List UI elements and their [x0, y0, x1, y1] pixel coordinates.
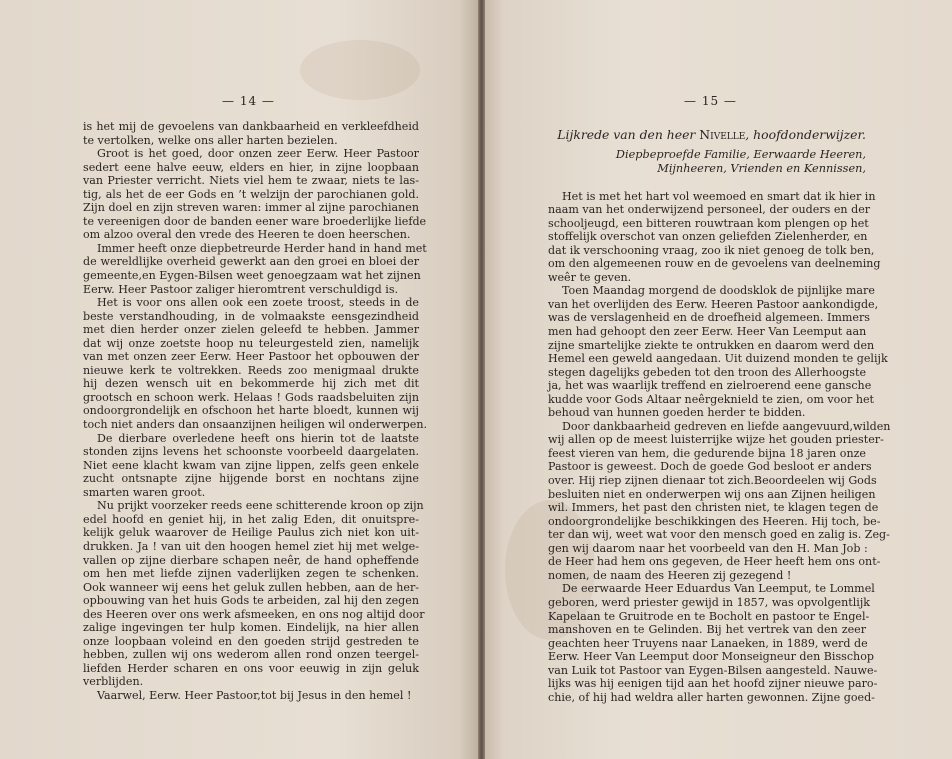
text-line: van met onzen zeer Eerw. Heer Pastoor het opbouwen der: [83, 350, 419, 364]
text-line: Kapelaan te Gruitrode en te Bocholt en pastoor te Engel-: [548, 609, 870, 623]
paper-stain: [300, 40, 420, 100]
text-line: was de verslagenheid en de droefheid algemeen. Immers: [548, 311, 870, 325]
text-line: Hemel een geweld aangedaan. Uit duizend monden te gelijk: [548, 352, 888, 366]
text-line: zucht ontsnapte zijne hijgende borst en nochtans zijne: [83, 472, 419, 486]
right-page: [485, 0, 952, 759]
text-line: Immer heeft onze diepbetreurde Herder hand in hand met: [97, 241, 427, 255]
text-line: Toen Maandag morgend de doodsklok de pijnlijke mare: [562, 284, 875, 298]
text-line: Zijn doel en zijn streven waren: immer al zijne parochianen: [83, 201, 419, 215]
text-line: ter dan wij, weet wat voor den mensch goed en zalig is. Zeg-: [548, 528, 890, 542]
text-line: behoud van hunnen goeden herder te bidden.: [548, 406, 806, 420]
text-line: de wereldlijke overheid gewerkt aan den groei en bloei der: [83, 255, 419, 269]
text-line: Het is voor ons allen ook een zoete troost, steeds in de: [97, 296, 419, 310]
address-line: Diepbeproefde Familie, Eerwaarde Heeren,: [615, 147, 866, 161]
text-line: geachten heer Truyens naar Lanaeken, in 1889, werd de: [548, 636, 868, 650]
text-line: te vertolken, welke ons aller harten bezielen.: [83, 133, 338, 147]
text-line: Nu prijkt voorzeker reeds eene schitterende kroon op zijn: [97, 499, 424, 513]
text-line: zalige ingevingen ter hulp komen. Eindelijk, na hier allen: [83, 621, 419, 635]
text-line: liefden Herder scharen en ons voor eeuwig in zijn geluk: [83, 661, 419, 675]
text-line: nomen, de naam des Heeren zij gezegend !: [548, 568, 792, 582]
text-line: sedert eene halve eeuw, elders en hier, in zijne loopbaan: [83, 160, 419, 174]
text-line: stoffelijk overschot van onzen geliefden Zielenherder, en: [548, 230, 868, 244]
text-line: manshoven en te Gelinden. Bij het vertrek van den zeer: [548, 623, 866, 637]
text-line: hebben, zullen wij ons wederom allen rond onzen teergel-: [83, 648, 419, 662]
page-number-right: — 15 —: [684, 94, 737, 108]
text-line: Groot is het goed, door onzen zeer Eerw. Heer Pastoor: [97, 147, 419, 161]
text-line: van Luik tot Pastoor van Eygen-Bilsen aangesteld. Nauwe-: [548, 663, 878, 677]
text-line: besluiten niet en onderwerpen wij ons aan Zijnen heiligen: [548, 487, 876, 501]
text-line: men had gehoopt den zeer Eerw. Heer Van Leemput aan: [548, 325, 867, 339]
text-line: smarten waren groot.: [83, 485, 206, 499]
text-line: over. Hij riep zijnen dienaar tot zich.Beoordeelen wij Gods: [548, 474, 877, 488]
text-line: gemeente,en Eygen-Bilsen weet genoegzaam wat het zijnen: [83, 269, 421, 283]
text-line: Niet eene klacht kwam van zijne lippen, zelfs geen enkele: [83, 458, 419, 472]
book-gutter: [478, 0, 485, 759]
text-line: onze loopbaan voleind en den goeden strijd gestreden te: [83, 634, 419, 648]
text-line: ja, het was waarlijk treffend en zielroerend eene gansche: [548, 379, 872, 393]
text-line: beste verstandhouding, in de volmaakste eensgezindheid: [83, 309, 419, 323]
text-line: naam van het onderwijzend personeel, der ouders en der: [548, 203, 871, 217]
text-line: lijks was hij eenigen tijd aan het hoofd zijner nieuwe paro-: [548, 677, 878, 691]
text-line: opbouwing van het huis Gods te arbeiden, zal hij den zegen: [83, 594, 419, 608]
text-line: met dien herder onzer zielen geleefd te hebben. Jammer: [83, 323, 419, 337]
left-page-body: [83, 120, 428, 703]
text-line: drukken. Ja ! van uit den hoogen hemel ziet hij met welge-: [83, 539, 419, 553]
text-line: dat wij onze zoetste hoop nu teleurgesteld zien, namelijk: [83, 336, 419, 350]
text-line: stonden zijns levens het schoonste voorbeeld daargelaten.: [83, 445, 419, 459]
text-line: zijne smartelijke ziekte te ontrukken en daarom werd den: [548, 338, 875, 352]
text-line: van Priester verricht. Niets viel hem te zwaar, niets te las-: [83, 174, 419, 188]
text-line: om alzoo overal den vrede des Heeren te doen heerschen.: [83, 228, 411, 242]
text-line: edel hoofd en geniet hij, in het zalig Eden, dit onuitspre-: [83, 512, 419, 526]
text-line: tig, als het de eer Gods en ’t welzijn der parochianen gold.: [83, 187, 419, 201]
text-line: verblijden.: [83, 675, 144, 689]
text-line: geboren, werd priester gewijd in 1857, was opvolgentlijk: [548, 595, 870, 609]
text-line: weêr te geven.: [548, 270, 632, 284]
text-line: Het is met het hart vol weemoed en smart dat ik hier in: [562, 189, 876, 203]
text-line: Ook wanneer wij eens het geluk zullen hebben, aan de her-: [83, 580, 419, 594]
text-line: Door dankbaarheid gedreven en liefde aangevuurd,wilden: [562, 419, 891, 433]
text-line: is het mij de gevoelens van dankbaarheid en verkleefdheid: [83, 120, 419, 133]
text-line: stegen dagelijks gebeden tot den troon des Allerhoogste: [548, 365, 867, 379]
text-line: des Heeren over ons werk afsmeeken, en ons nog altijd door: [83, 607, 425, 621]
text-line: te vereenigen door de banden eener ware broederlijke liefde: [83, 214, 427, 228]
page-number-left: — 14 —: [222, 94, 275, 108]
text-line: wij allen op de meest luisterrijke wijze het gouden priester-: [548, 433, 884, 447]
text-line: gen wij daarom naar het voorbeeld van den H. Man Job :: [548, 541, 868, 555]
text-line: Pastoor is geweest. Doch de goede God besloot er anders: [548, 460, 872, 474]
text-line: om den algemeenen rouw en de gevoelens van deelneming: [548, 257, 881, 271]
text-line: kelijk geluk waarover de Heilige Paulus zich niet kon uit-: [83, 526, 419, 540]
text-line: Vaarwel, Eerw. Heer Pastoor,tot bij Jesus in den hemel !: [97, 688, 412, 702]
text-line: De eerwaarde Heer Eduardus Van Leemput, te Lommel: [562, 582, 875, 596]
text-line: De dierbare overledene heeft ons hierin tot de laatste: [97, 431, 419, 445]
right-page-body: [548, 127, 891, 704]
text-line: nieuwe kerk te voltrekken. Reeds zoo menigmaal drukte: [83, 363, 419, 377]
address-line: Mijnheeren, Vrienden en Kennissen,: [657, 161, 866, 175]
text-line: toch niet anders dan onsaanzijnen heiligen wil onderwerpen.: [83, 418, 428, 432]
text-line: ondoorgrondelijk en ofschoon het harte bloedt, kunnen wij: [83, 404, 419, 418]
text-line: ondoorgrondelijke beschikkingen des Heeren. Hij toch, be-: [548, 514, 881, 528]
text-line: grootsch en schoon werk. Helaas ! Gods raadsbeluiten zijn: [83, 390, 419, 404]
text-line: om hen met liefde zijnen vaderlijken zegen te schenken.: [83, 567, 419, 581]
text-line: dat ik verschooning vraag, zoo ik niet genoeg de tolk ben,: [548, 243, 875, 257]
text-line: kudde voor Gods Altaar neêrgeknield te zien, om voor het: [548, 392, 875, 406]
text-line: hij dezen wensch uit en bekommerde hij zich met dit: [83, 377, 419, 391]
text-line: Eerw. Heer Pastoor zaliger hieromtrent verschuldigd is.: [83, 282, 399, 296]
text-line: Eerw. Heer Van Leemput door Monseigneur den Bisschop: [548, 650, 874, 664]
text-line: van het overlijden des Eerw. Heeren Pastoor aankondigde,: [548, 297, 879, 311]
text-line: de Heer had hem ons gegeven, de Heer heeft hem ons ont-: [548, 555, 881, 569]
speech-heading: Lijkrede van den heer Nivelle, hoofdonderwijzer.: [557, 127, 866, 142]
text-line: feest vieren van hem, die gedurende bijna 18 jaren onze: [548, 446, 866, 460]
text-line: wil. Immers, het past den christen niet, te klagen tegen de: [548, 501, 879, 515]
text-line: schooljeugd, een bitteren rouwtraan kom plengen op het: [548, 216, 869, 230]
text-line: vallen op zijne dierbare schapen neêr, de hand opheffende: [83, 553, 419, 567]
text-line: chie, of hij had weldra aller harten gewonnen. Zijne goed-: [548, 690, 875, 704]
